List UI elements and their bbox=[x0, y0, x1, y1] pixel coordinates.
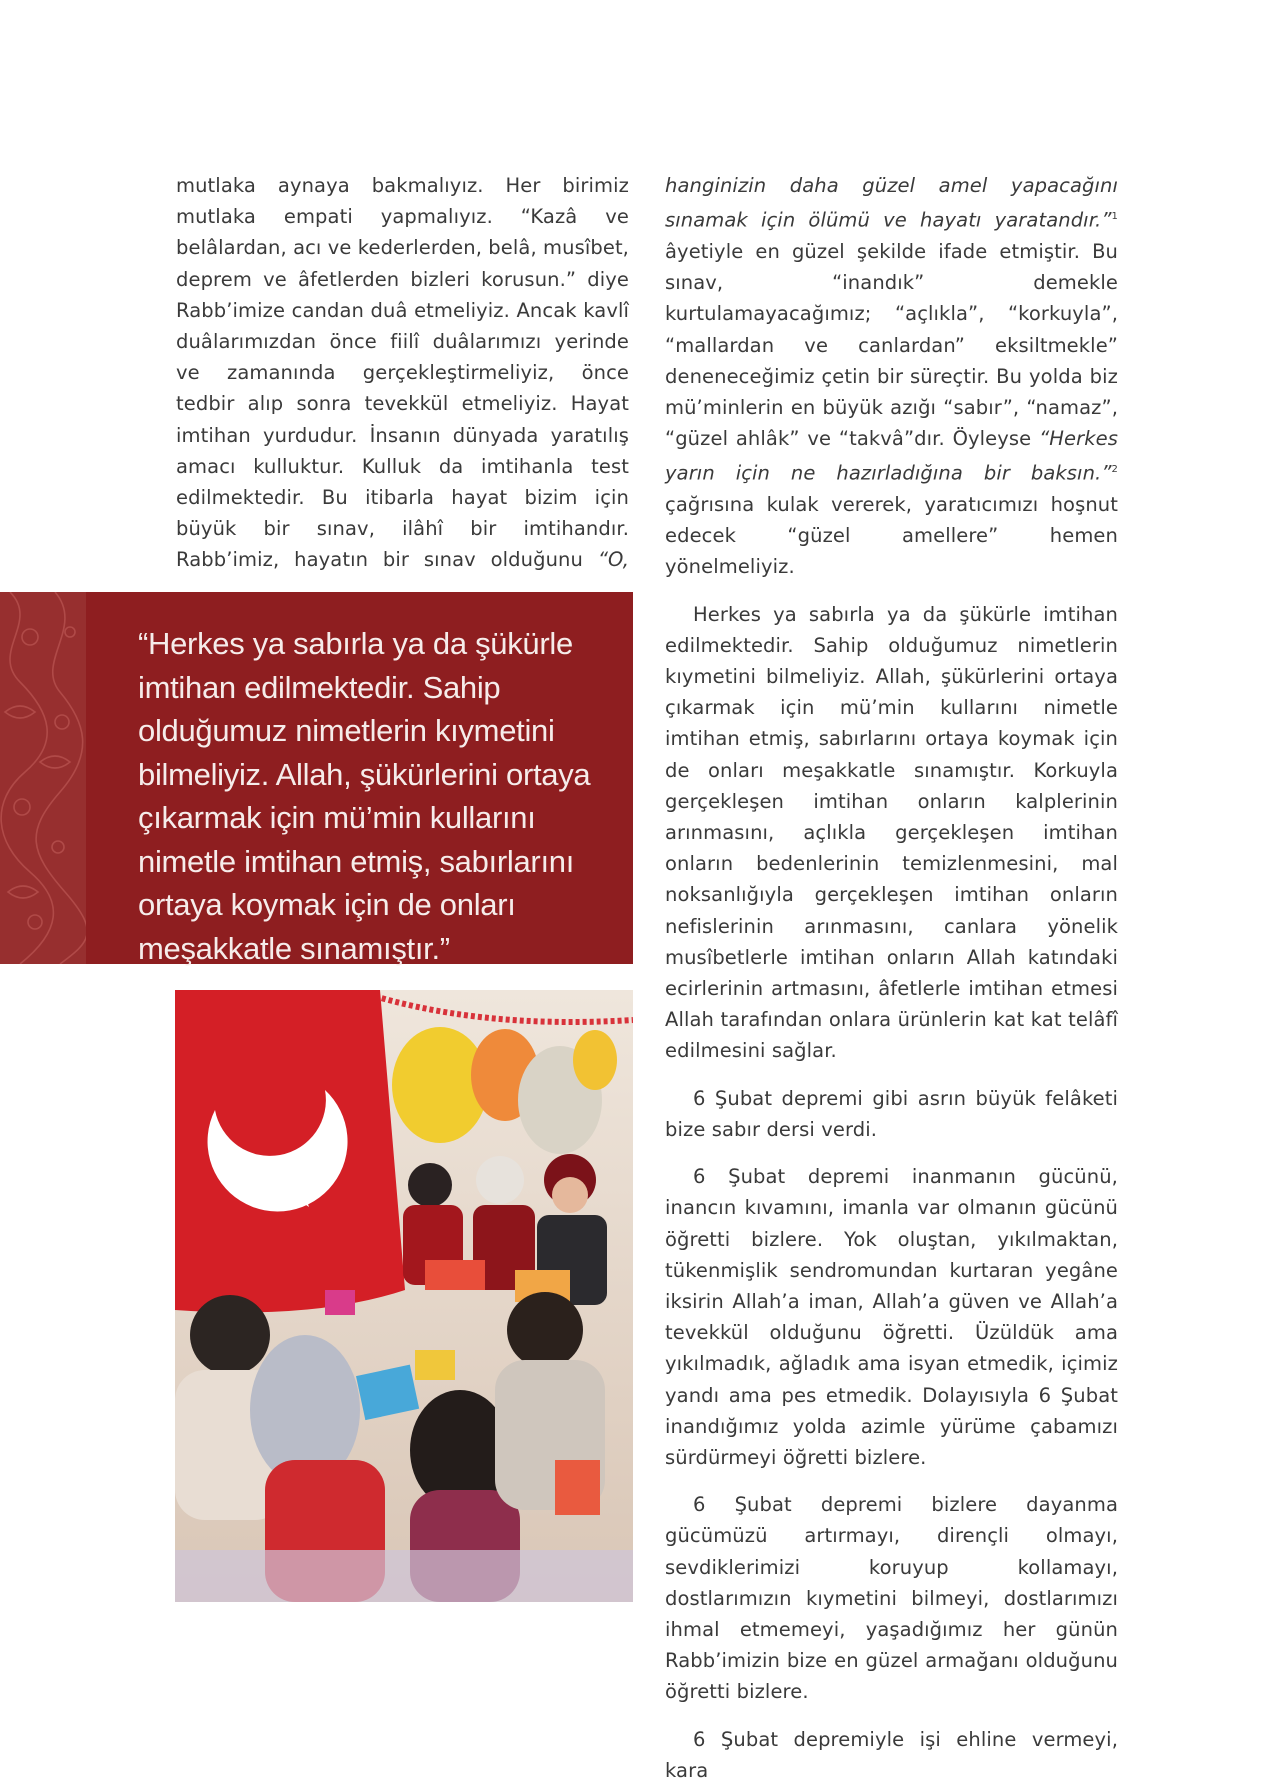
pull-quote-text: “Herkes ya sabırla ya da şükürle imtihan edilmektedir. Sahip olduğumuz nimetlerin kıymetini bilmeliyiz. Allah, şükürlerini ortaya çıkarmak için mü’min kullarını nimetle imtihan etmiş, sabırlarını ortaya koymak için de onları meşakkatle sınamıştır.” bbox=[138, 626, 591, 966]
verse-quote-1: hanginizin daha güzel amel yapacağını sınamak için ölümü ve hayatı yaratandır.” bbox=[665, 174, 1118, 232]
right-paragraph-5: 6 Şubat depremi bizlere dayanma gücümüzü artırmayı, dirençli olmayı, sevdiklerimizi koruyup kollamayı, dostlarımızın kıymetini bilmeyi, dostlarımızı ihmal etmemeyi, yaşadığımız her günün Rabb’imizin bize en güzel armağanı olduğunu öğretti bizlere. bbox=[665, 1493, 1118, 1704]
right-column bbox=[665, 170, 1118, 1786]
right-paragraph-3: 6 Şubat depremi gibi asrın büyük felâketi bize sabır dersi verdi. bbox=[665, 1086, 1118, 1141]
left-paragraph-text: mutlaka aynaya bakmalıyız. Her birimiz mutlaka empati yapmalıyız. “Kazâ ve belâlardan, acı ve kederlerden, belâ, musîbet, deprem ve âfetlerden bizleri korusun.” diye Rabb’imize candan duâ etmeliyiz. Ancak kavlî duâlarımızdan önce fiilî duâlarımızı yerinde ve zamanında gerçekleştirmeliyiz, önce tedbir alıp sonra tevekkül etmeliyiz. Hayat imtihan yurdudur. İnsanın dünyada yaratılış amacı kulluktur. Kulluk da imtihanla test edilmektedir. Bu itibarla hayat bizim için büyük bir sınav, ilâhî bir imtihandır. Rabb’imiz, hayatın bir sınav olduğunu bbox=[176, 174, 629, 572]
photo-volunteers-reading-with-children bbox=[175, 990, 633, 1602]
left-paragraph bbox=[176, 170, 629, 576]
ornament-pattern bbox=[0, 592, 86, 964]
right-paragraph-1 bbox=[665, 170, 1118, 583]
footnote-2: 2 bbox=[1111, 464, 1118, 476]
left-column bbox=[176, 170, 629, 576]
right-paragraph-1-text-a: âyetiyle en güzel şekilde ifade etmiştir. Bu sınav, “inandık” demekle kurtulamayacağımız; “açlıkla”, “korkuyla”, “mallardan ve canlardan” eksiltmekle” deneneceğimiz çetin bir süreçtir. Bu yolda biz mü’minlerin en büyük azığı “sabır”, “namaz”, “güzel ahlâk” ve “takvâ”dır. Öyleyse bbox=[665, 239, 1118, 451]
left-paragraph-italic: “O, bbox=[597, 548, 629, 572]
floral-ornament-icon bbox=[0, 592, 86, 964]
photo bbox=[175, 990, 633, 1602]
footnote-1: 1 bbox=[1111, 211, 1118, 223]
verse-quote-2: “Herkes yarın için ne hazırladığına bir baksın.” bbox=[665, 427, 1118, 485]
pull-quote-band bbox=[0, 592, 633, 964]
right-paragraph-1-text-b: çağrısına kulak vererek, yaratıcımızı hoşnut edecek “güzel amellere” hemen yönelmeliyiz. bbox=[665, 493, 1118, 579]
right-paragraph-2: Herkes ya sabırla ya da şükürle imtihan edilmektedir. Sahip olduğumuz nimetlerin kıymetini bilmeliyiz. Allah, şükürlerini ortaya çıkarmak için mü’min kullarını nimetle imtihan etmiş, sabırlarını ortaya koymak için de onları meşakkatle sınamıştır. Korkuyla gerçekleşen imtihan onların kalplerinin arınmasını, açlıkla gerçekleşen imtihan onların bedenlerinin temizlenmesini, mal noksanlığıyla gerçekleşen imtihan onların nefislerinin arınmasını, canlara yönelik musîbetlerle imtihan onların Allah katındaki ecirlerinin artmasını, âfetlerle imtihan etmesi Allah tarafından onlara ürünlerin kat kat telâfî edilmesini sağlar. bbox=[665, 602, 1118, 1063]
right-paragraph-6: 6 Şubat depremiyle işi ehline vermeyi, kara bbox=[665, 1727, 1118, 1782]
right-paragraph-4: 6 Şubat depremi inanmanın gücünü, inancın kıvamını, imanla var olmanın gücünü öğretti bizlere. Yok oluştan, yıkılmaktan, tükenmişlik sendromundan kurtaran yegâne iksirin Allah’a iman, Allah’a güven ve Allah’a tevekkül olduğunu öğretti. Üzüldük ama yıkılmadık, ağladık ama isyan etmedik, içimiz yandı ama pes etmedik. Dolayısıyla 6 Şubat inandığımız yolda azimle yürüme çabamızı sürdürmeyi öğretti bizlere. bbox=[665, 1165, 1118, 1469]
